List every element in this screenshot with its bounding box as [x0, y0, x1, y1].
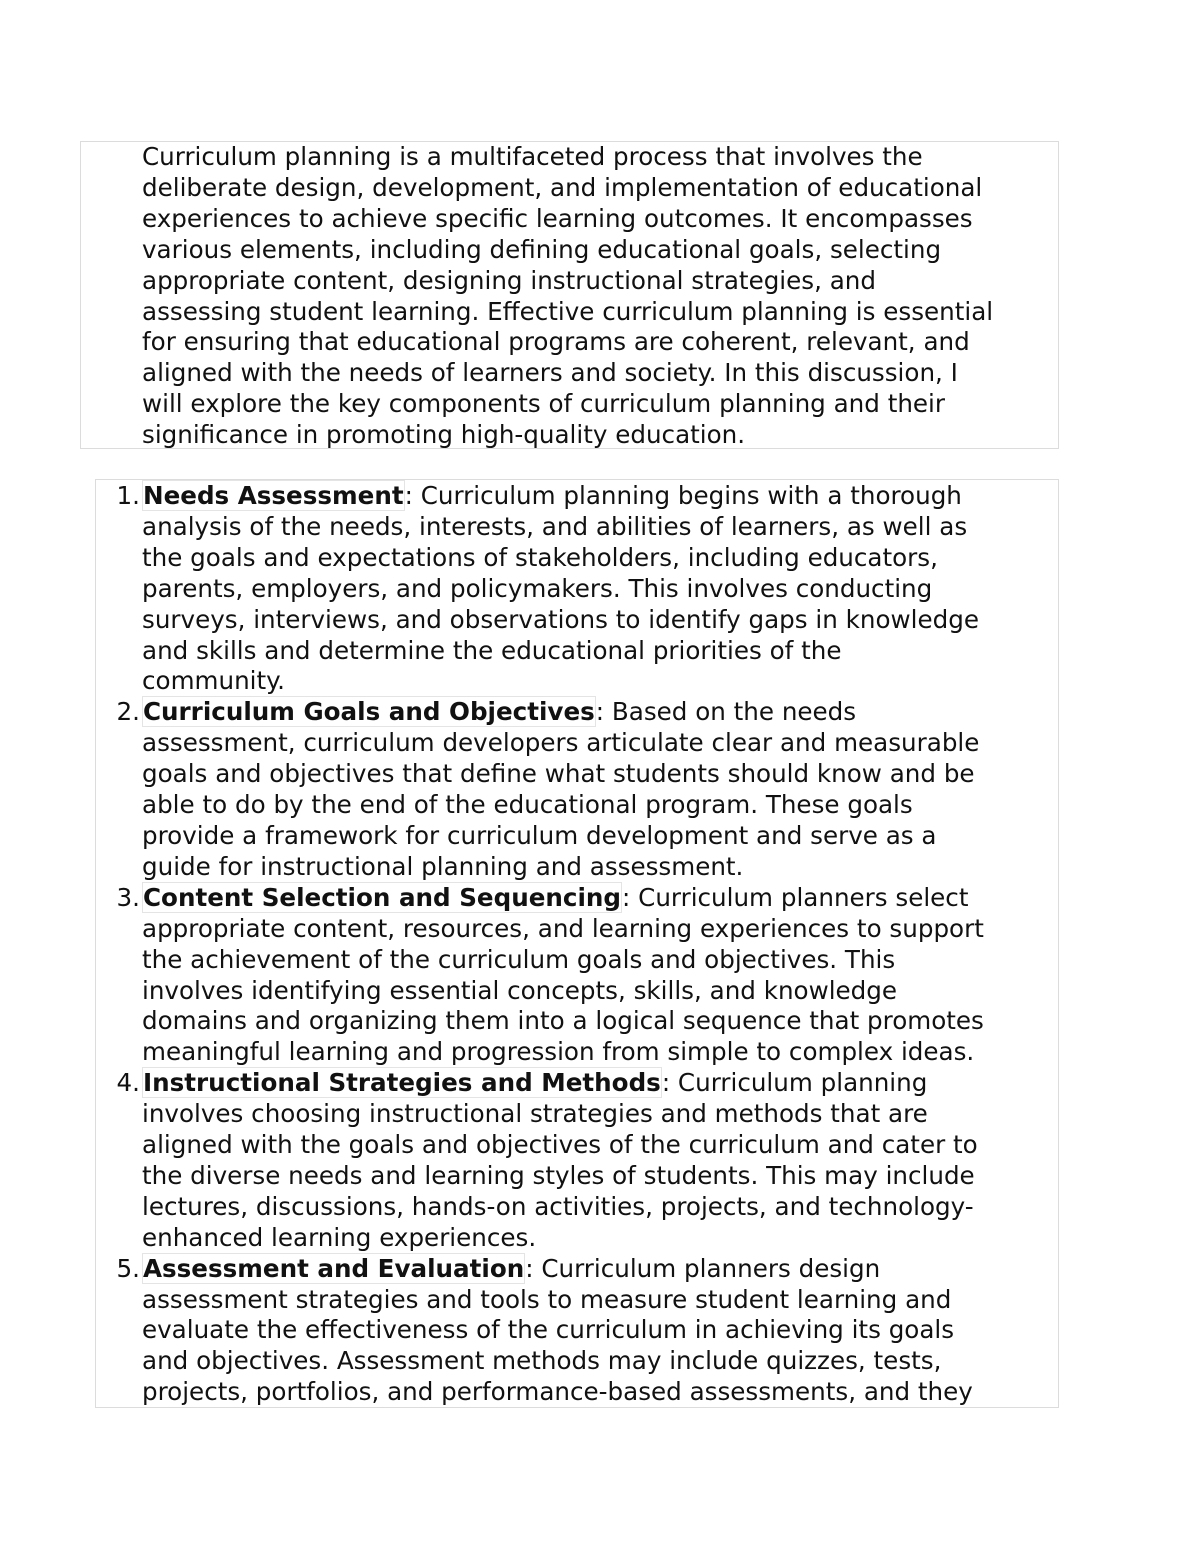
list-term-heading: Assessment and Evaluation: [143, 1253, 525, 1283]
list-number: 1.: [116, 481, 140, 510]
intro-line: significance in promoting high-quality education.: [142, 420, 746, 450]
list-body-line: evaluate the effectiveness of the curriculum in achieving its goals: [142, 1315, 955, 1345]
list-body-line: provide a framework for curriculum development and serve as a: [142, 820, 937, 850]
list-body-line: analysis of the needs, interests, and abilities of learners, as well as: [142, 511, 968, 541]
list-body-line: assessment strategies and tools to measure student learning and: [142, 1284, 952, 1314]
intro-line: assessing student learning. Effective curriculum planning is essential: [142, 296, 994, 326]
list-body-line: the diverse needs and learning styles of students. This may include: [142, 1160, 975, 1190]
list-body-line: assessment, curriculum developers articulate clear and measurable: [142, 728, 980, 758]
list-term-heading: Instructional Strategies and Methods: [143, 1068, 661, 1098]
intro-paragraph: [142, 142, 1067, 451]
list-number: 3.: [116, 882, 140, 912]
list-item: [116, 882, 1067, 1068]
intro-line: aligned with the needs of learners and society. In this discussion, I: [142, 358, 958, 388]
list-body-line: involves choosing instructional strategies and methods that are: [142, 1099, 928, 1129]
list-first-line-text: : Curriculum planners design: [525, 1253, 881, 1283]
list-body-line: surveys, interviews, and observations to identify gaps in knowledge: [142, 604, 979, 634]
intro-line: deliberate design, development, and implementation of educational: [142, 172, 983, 202]
list-item: [116, 481, 1067, 697]
list-body-line: community.: [142, 666, 285, 696]
list-number: 4.: [116, 1068, 140, 1098]
list-first-line-text: : Curriculum planning begins with a thorough: [404, 481, 962, 510]
intro-line: appropriate content, designing instructional strategies, and: [142, 265, 876, 295]
list-body-line: involves identifying essential concepts, skills, and knowledge: [142, 975, 898, 1005]
list-body-line: able to do by the end of the educational program. These goals: [142, 790, 913, 820]
list-body-line: projects, portfolios, and performance-based assessments, and they: [142, 1377, 973, 1407]
list-number: 5.: [116, 1253, 140, 1283]
list-first-line-text: : Based on the needs: [595, 697, 857, 727]
list-body-line: appropriate content, resources, and learning experiences to support: [142, 913, 984, 943]
intro-line: various elements, including defining educational goals, selecting: [142, 234, 942, 264]
list-body-line: and objectives. Assessment methods may include quizzes, tests,: [142, 1346, 942, 1376]
list-body-line: the achievement of the curriculum goals and objectives. This: [142, 944, 896, 974]
intro-line: Curriculum planning is a multifaceted process that involves the: [142, 142, 923, 171]
list-term-heading: Needs Assessment: [143, 481, 404, 510]
list-body-line: and skills and determine the educational priorities of the: [142, 635, 842, 665]
list-body-line: enhanced learning experiences.: [142, 1222, 537, 1252]
list-body-line: the goals and expectations of stakeholders, including educators,: [142, 542, 938, 572]
list-body-line: guide for instructional planning and assessment.: [142, 851, 744, 881]
list-term-heading: Curriculum Goals and Objectives: [143, 697, 595, 727]
list-number: 2.: [116, 697, 140, 727]
components-list: [116, 481, 1067, 1408]
intro-line: for ensuring that educational programs are coherent, relevant, and: [142, 327, 970, 357]
list-item: [116, 697, 1067, 882]
list-term-heading: Content Selection and Sequencing: [143, 882, 622, 912]
list-body-line: domains and organizing them into a logical sequence that promotes: [142, 1006, 984, 1036]
intro-line: will explore the key components of curriculum planning and their: [142, 389, 945, 419]
list-item: [116, 1068, 1067, 1253]
list-body-line: parents, employers, and policymakers. This involves conducting: [142, 573, 933, 603]
list-first-line-text: : Curriculum planning: [661, 1068, 928, 1098]
list-body-line: aligned with the goals and objectives of the curriculum and cater to: [142, 1130, 978, 1160]
list-first-line-text: : Curriculum planners select: [622, 882, 969, 912]
intro-line: experiences to achieve specific learning outcomes. It encompasses: [142, 203, 973, 233]
list-body-line: goals and objectives that define what students should know and be: [142, 759, 975, 789]
list-body-line: lectures, discussions, hands-on activities, projects, and technology-: [142, 1191, 974, 1221]
list-body-line: meaningful learning and progression from simple to complex ideas.: [142, 1037, 975, 1067]
list-item: [116, 1253, 1067, 1409]
